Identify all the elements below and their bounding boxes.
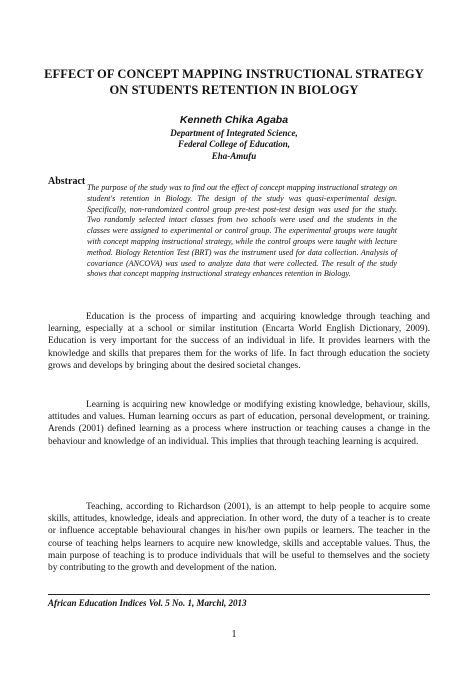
affiliation-college: Federal College of Education,	[178, 139, 290, 150]
affiliation-location: Eha-Amufu	[211, 150, 257, 161]
author-name: Kenneth Chika Agaba	[179, 114, 289, 126]
footer-divider	[48, 594, 430, 595]
page-number: 1	[231, 629, 237, 640]
body-paragraph-teaching: Teaching, according to Richardson (2001), is an attempt to help people to acquire some skills, attitudes, knowledge, ideals and appreciation. In other word, the duty of a teacher is to create or influence acceptable behavioural changes in his/her own pupils or learners. The teacher in the course of teaching helps learners to acquire new knowledge, skills and acceptable values. Thus, the main purpose of teaching is to produce individuals that will be useful to themselves and the society by contributing to the growth and development of the nation.	[48, 502, 430, 574]
paper-title: EFFECT OF CONCEPT MAPPING INSTRUCTIONAL STRATEGY ON STUDENTS RETENTION IN BIOLOGY	[44, 67, 424, 97]
abstract-text: The purpose of the study was to find out the effect of concept mapping instructional strategy on student's retention in Biology. The design of the study was quasi-experimental design. Specifically, non-randomized control group pre-test post-test design was used for the study. Two randomly selected intact classes from two schools were used and the students in the classes were assigned to experimental or control group. The experimental groups were taught with concept mapping instructional strategy, while the control groups were taught with lecture method. Biology Retention Test (BRT) was the instrument used for data collection. Analysis of covariance (ANCOVA) was used to analyze data that were collected. The result of the study shows that concept mapping instructional strategy enhances retention in Biology.	[87, 183, 397, 279]
affiliation	[40, 128, 428, 162]
journal-footer: African Education Indices Vol. 5 No. 1, Marchl, 2013	[48, 598, 247, 608]
affiliation-department: Department of Integrated Science,	[170, 128, 298, 138]
body-paragraph-education: Education is the process of imparting and acquiring knowledge through teaching and learning, especially at a school or similar institution (Encarta World English Dictionary, 2009). Education is very important for the success of an individual in life. It provides learners with the knowledge and skills that prepares them for the works of life. In fact through education the society grows and develops by bringing about the desired societal changes.	[48, 312, 430, 371]
body-paragraph-learning: Learning is acquiring new knowledge or modifying existing knowledge, behaviour, skills, attitudes and values. Human learning occurs as part of education, personal development, or training. Arends (2001) defined learning as a process where instruction or teaching causes a change in the behaviour and knowledge of an individual. This implies that through teaching learning is acquired.	[48, 400, 430, 447]
abstract-heading: Abstract	[48, 176, 86, 187]
